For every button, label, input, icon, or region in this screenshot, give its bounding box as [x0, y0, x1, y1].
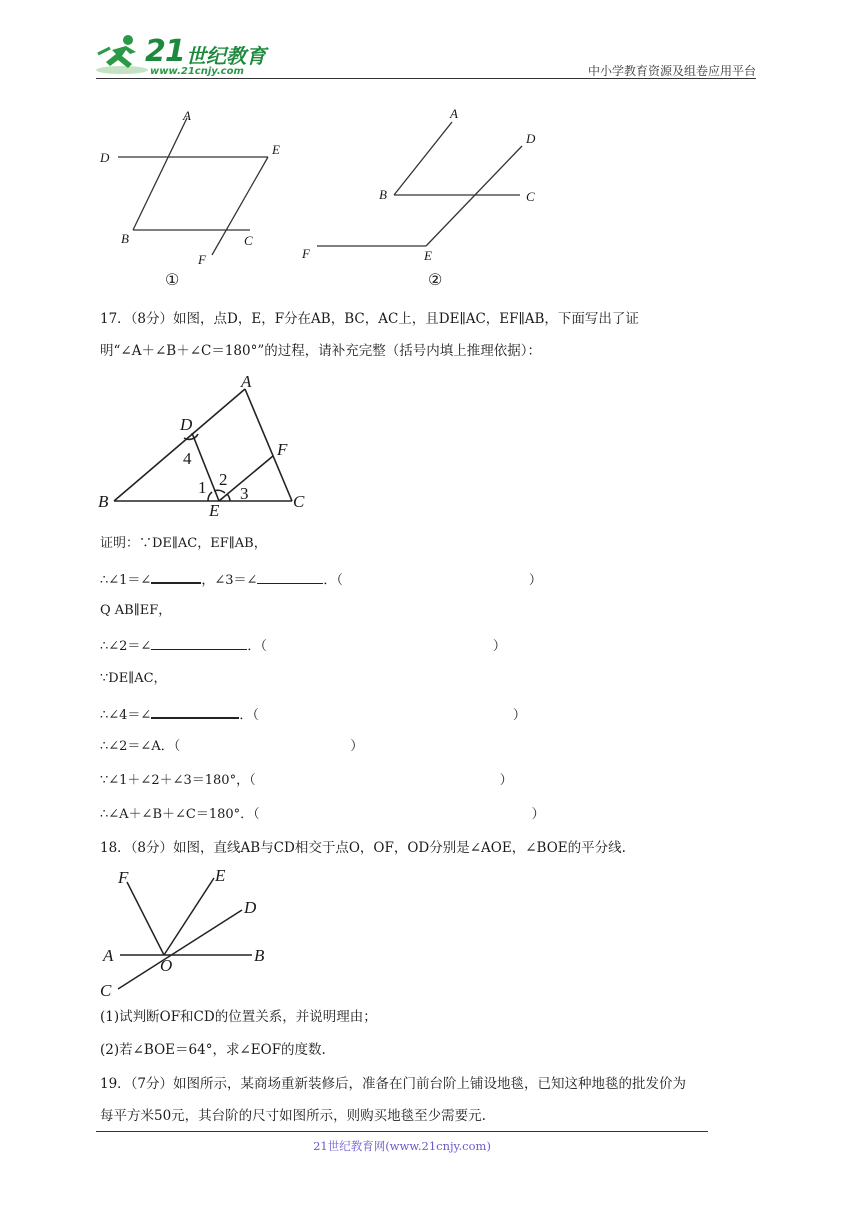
fig1-number: ①: [165, 272, 180, 289]
q18-label-o: O: [160, 956, 173, 975]
q17-label-f: F: [277, 440, 288, 459]
q17-label-e: E: [209, 501, 220, 520]
proof-given: 证明：∵DE∥AC，EF∥AB，: [100, 536, 267, 551]
fig2-label-d: D: [526, 131, 536, 146]
fig2-label-b: B: [379, 187, 387, 202]
fig1-label-e: E: [272, 142, 280, 157]
proof-conclusion: [100, 804, 545, 826]
q19-line1: 19．（7分）如图所示，某商场重新装修后，准备在门前台阶上铺设地毯，已知这种地毯的批发价为: [100, 1076, 687, 1092]
proof-step-3-close: ）: [512, 708, 526, 723]
blank-angle-4[interactable]: [151, 702, 239, 719]
proof-step-5-text: ∵∠1＋∠2＋∠3＝180°，（: [100, 773, 256, 788]
q18-label-a: A: [103, 946, 114, 965]
q18-part2: (2)若∠BOE＝64°，求∠EOF的度数.: [100, 1042, 326, 1058]
fig2-label-f: F: [302, 246, 310, 261]
header-divider: [96, 78, 756, 79]
proof-step-4: [100, 736, 363, 758]
blank-angle-2[interactable]: [151, 634, 247, 650]
proof-conclusion-close: ）: [531, 807, 545, 822]
proof-step-2-text: ∴∠2＝∠: [100, 639, 152, 654]
proof-step-4-text: ∴∠2＝∠A．（: [100, 739, 181, 754]
q17-label-1: 1: [198, 478, 207, 497]
q17-label-4: 4: [183, 449, 192, 468]
proof-step-2: [100, 634, 506, 656]
logo-url: www.21cnjy.com: [150, 66, 244, 77]
proof-step-4-close: ）: [350, 739, 364, 754]
proof-step-5-close: ）: [499, 773, 513, 788]
q18-part1: (1)试判断OF和CD的位置关系，并说明理由；: [100, 1009, 377, 1025]
q17-intro-line1: 17．（8分）如图，点D，E，F分在AB，BC，AC上，且DE∥AC，EF∥AB，下面写出了证: [100, 311, 639, 327]
q18-label-c: C: [100, 981, 112, 1000]
q17-label-d: D: [180, 415, 193, 434]
q18-label-f: F: [118, 868, 129, 887]
fig1-label-c: C: [244, 233, 253, 248]
proof-step-2-end: ．（: [247, 639, 267, 654]
q18-label-b: B: [254, 946, 265, 965]
runner-icon: [92, 32, 152, 78]
q17-label-c: C: [293, 492, 305, 511]
proof-step-1-end: ．（: [323, 573, 343, 588]
fig1-label-b: B: [121, 231, 129, 246]
q17-label-2: 2: [219, 470, 228, 489]
blank-angle-3[interactable]: [257, 568, 323, 584]
logo-number: 21: [145, 34, 185, 69]
fig1-label-a: A: [183, 108, 191, 123]
proof-step-3-text: ∴∠4＝∠: [100, 708, 152, 723]
proof-step-3: [100, 702, 526, 724]
proof-step-1-mid: ，∠3＝∠: [201, 573, 258, 588]
q17-label-3: 3: [240, 484, 249, 503]
q17-intro-line2: 明“∠A＋∠B＋∠C＝180°”的过程，请补充完整（括号内填上推理依据）：: [100, 343, 542, 359]
proof-step-3-end: ．（: [239, 708, 259, 723]
q19-line2: 每平方米50元，其台阶的尺寸如图所示，则购买地毯至少需要元.: [100, 1108, 486, 1124]
q17-label-a: A: [241, 372, 252, 391]
proof-conclusion-text: ∴∠A＋∠B＋∠C＝180°．（: [100, 807, 260, 822]
fig2-label-e: E: [424, 248, 432, 263]
figure-2: [317, 122, 522, 246]
fig2-label-a: A: [450, 106, 458, 121]
proof-step-5: [100, 770, 513, 792]
logo-text: 世纪教育: [186, 44, 266, 68]
fig1-label-d: D: [100, 150, 110, 165]
proof-step-1-close: ）: [528, 573, 542, 588]
proof-step-2-close: ）: [492, 639, 506, 654]
proof-step-1: [100, 567, 542, 589]
q18-intro: 18．（8分）如图，直线AB与CD相交于点O，OF，OD分别是∠AOE，∠BOE的平分线.: [100, 840, 626, 856]
proof-step-1-text: ∴∠1＝∠: [100, 573, 152, 588]
q17-label-b: B: [98, 492, 109, 511]
q18-label-d: D: [244, 898, 257, 917]
q18-label-e: E: [215, 866, 226, 885]
fig2-label-c: C: [526, 189, 535, 204]
fig1-label-f: F: [198, 252, 206, 267]
proof-given-2: Q AB∥EF，: [100, 603, 172, 618]
footer-text[interactable]: 21世纪教育网(www.21cnjy.com): [313, 1139, 491, 1153]
blank-angle-1[interactable]: [151, 567, 201, 584]
parallel-figures: [90, 100, 550, 300]
fig2-number: ②: [428, 272, 443, 289]
footer-divider: [96, 1131, 708, 1132]
site-name: 中小学教育资源及组卷应用平台: [587, 64, 756, 78]
proof-given-3: ∵DE∥AC，: [100, 671, 167, 686]
